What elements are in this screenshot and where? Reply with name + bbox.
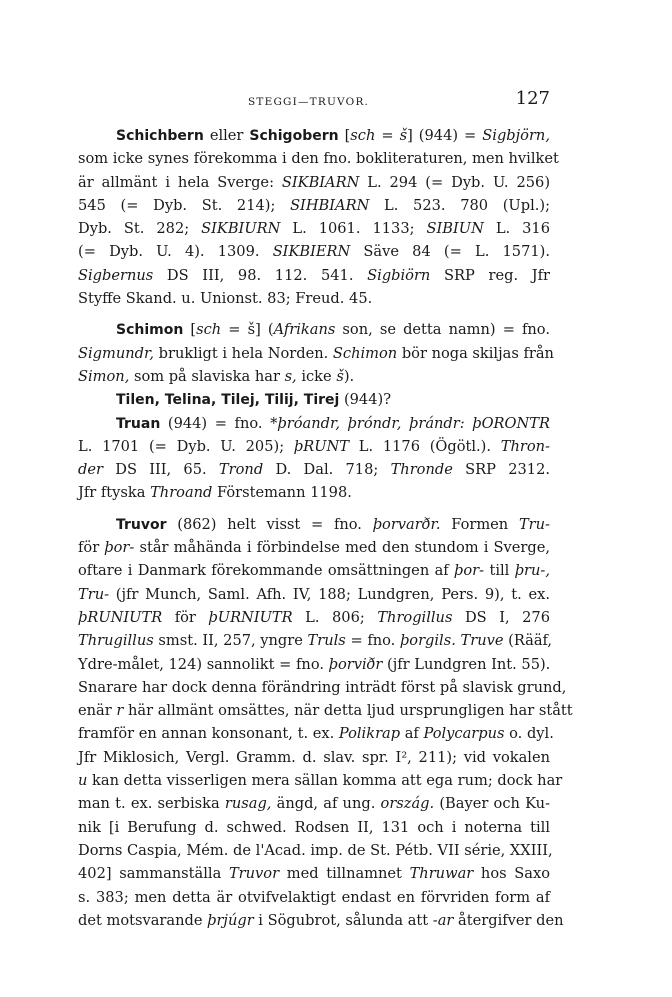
italic-form: þróandr, þróndr, þrándr: þORONTR (277, 414, 550, 432)
text-run: (jfr Lundgren Int. 55). (382, 655, 551, 673)
text-run: Dyb. St. 282; (78, 220, 202, 238)
text-run: ). (343, 367, 355, 385)
entry-first-line (78, 513, 550, 536)
text-run: DS III, 98. 112. 541. (153, 266, 368, 284)
text-run: återgifver den (453, 911, 564, 929)
text-run: ängd, af ung. (271, 795, 381, 813)
text-run: o. dyl. (504, 725, 554, 743)
italic-form: Trond (218, 461, 264, 479)
text-run: icke (296, 367, 337, 385)
italic-form: u (78, 772, 88, 790)
text-run: 545 (= Dyb. St. 214); (78, 196, 291, 214)
text-line (78, 909, 564, 932)
italic-form: der (78, 461, 103, 479)
italic-form: Throgillus (377, 608, 453, 626)
italic-form: þorgils. Truve (399, 632, 504, 650)
text-run: DS I, 276 (452, 608, 550, 626)
page-number: 127 (515, 88, 550, 109)
text-line (78, 342, 554, 365)
headword: Truan (116, 415, 161, 432)
italic-form: Thronde (390, 461, 453, 479)
text-run: Formen (440, 515, 519, 533)
text-line (78, 699, 573, 722)
italic-form: þURNIUTR (208, 608, 293, 626)
italic-form: Thrugillus (78, 632, 154, 650)
text-run: i Sögubrot, sålunda att (253, 911, 433, 929)
paragraph-gap (78, 310, 550, 318)
italic-form: Throand (150, 484, 213, 502)
text-run: s. 383; men detta är otvifvelaktigt endast en förvriden form af (78, 888, 550, 906)
text-run: [ (338, 127, 351, 144)
text-run: SRP 2312. (452, 461, 550, 479)
italic-form: þorviðr (328, 655, 383, 673)
italic-form: SIBIUN (426, 220, 484, 238)
headword: Schigobern (249, 128, 339, 144)
italic-form: Sigbjörn, (482, 127, 550, 144)
italic-form: s, (284, 367, 297, 385)
text-line (78, 435, 550, 458)
text-run: smst. II, 257, yngre (153, 632, 308, 650)
italic-form: SIKBIERN (272, 243, 351, 261)
text-run: Jfr ftyska (78, 484, 151, 502)
text-run: L. 806; (292, 608, 378, 626)
italic-form: r (116, 702, 124, 720)
text-line (78, 862, 550, 885)
text-run: Jfr Miklosich, Vergl. Gramm. d. slav. spr. I², 211); vid vokalen (78, 748, 550, 766)
italic-form: Thruwar (409, 865, 474, 883)
text-run: DS III, 65. (102, 461, 219, 479)
text-run: för (162, 608, 209, 626)
text-run: (862) helt visst = fno. (166, 515, 373, 533)
italic-form: Polikrap (338, 725, 401, 743)
italic-form: Schimon (332, 344, 398, 362)
entry-paragraph (78, 124, 559, 310)
italic-form: SIKBIARN (281, 173, 360, 191)
italic-form: þRUNIUTR (78, 608, 163, 626)
text-run: = fno. (345, 632, 400, 650)
text-run: bör noga skiljas från (397, 344, 554, 362)
italic-form: Tru- (518, 515, 550, 533)
italic-form: Sigmundr, (78, 344, 154, 362)
text-line (78, 629, 553, 652)
text-run: son, se detta namn) = fno. (335, 321, 550, 339)
entry-paragraph (78, 318, 554, 388)
italic-form: Polycarpus (423, 725, 505, 743)
text-run: Dorns Caspia, Mém. de l'Acad. imp. de St. Pétb. VII série, XXIII, (78, 841, 553, 859)
italic-form: Afrikans (273, 321, 336, 339)
italic-form: þor- (104, 539, 135, 557)
italic-form: ország. (380, 795, 435, 813)
text-line (78, 240, 550, 263)
text-run: L. 1176 (Ögötl.). (349, 437, 501, 455)
text-line (78, 171, 550, 194)
text-run: Ydre-målet, 124) sannolikt = fno. (78, 655, 329, 673)
headword: Schichbern (116, 128, 204, 144)
text-run: eller (203, 127, 250, 144)
text-line (78, 559, 550, 582)
text-run: brukligt i hela Norden. (154, 344, 333, 362)
text-run: L. 294 (= Dyb. U. 256) (359, 173, 551, 191)
text-run: = š] ( (221, 321, 274, 339)
text-run: (944)? (339, 391, 392, 409)
text-line (78, 217, 550, 240)
text-line (78, 536, 550, 559)
text-run: (jfr Munch, Saml. Afh. IV, 188; Lundgren, Pers. 9), t. ex. (109, 585, 550, 603)
text-run: med tillnamnet (279, 865, 410, 883)
italic-form: Tru- (78, 585, 110, 603)
text-line (78, 194, 550, 217)
text-line (78, 365, 550, 388)
text-run: Snarare har dock denna förändring inträdt först på slavisk grund, (78, 678, 567, 696)
text-line (78, 264, 550, 287)
text-run: Styffe Skand. u. Unionst. 83; Freud. 45. (78, 290, 373, 308)
text-run: L. 316 (483, 220, 551, 238)
running-head (78, 88, 550, 112)
text-line (78, 653, 550, 676)
running-title: STEGGI—TRUVOR. (248, 96, 370, 108)
text-line (78, 722, 554, 745)
entry-first-line (78, 318, 550, 341)
italic-form: þru-, (514, 562, 550, 580)
text-run: enär (78, 702, 117, 720)
italic-form: SIKBIURN (201, 220, 281, 238)
italic-form: š (399, 127, 408, 144)
text-run: hos Saxo (473, 865, 550, 883)
entry-first-line (78, 388, 550, 411)
text-run: Säve 84 (= L. 1571). (350, 243, 550, 261)
text-line (78, 792, 550, 815)
text-line (78, 839, 553, 862)
text-run: det motsvarande (78, 911, 208, 929)
italic-form: SIHBIARN (290, 196, 370, 214)
italic-form: š (336, 367, 344, 385)
italic-form: Thron- (500, 437, 550, 455)
italic-form: rusag, (224, 795, 272, 813)
text-line (78, 458, 550, 481)
text-run: här allmänt omsättes, när detta ljud ursprungligen har stått (123, 702, 573, 720)
italic-form: Simon, (78, 367, 130, 385)
entry-first-line (78, 124, 550, 147)
text-run: nik [i Berufung d. schwed. Rodsen II, 131 och i noterna till (78, 818, 550, 836)
italic-form: þorvarðr. (372, 515, 441, 533)
headword: Truvor (116, 516, 167, 533)
text-run: till (484, 562, 515, 580)
italic-form: þor- (454, 562, 485, 580)
text-run: framför en annan konsonant, t. ex. (78, 725, 339, 743)
text-run: [ (183, 321, 197, 339)
text-run: kan detta visserligen mera sällan komma att ega rum; dock har (87, 772, 563, 790)
text-run: (944) = fno. * (160, 414, 278, 432)
headword: Tilen, Telina, Tilej, Tilij, Tirej (116, 392, 340, 409)
text-run: = (375, 127, 400, 144)
italic-form: sch (196, 321, 222, 339)
text-run: L. 1061. 1133; (280, 220, 427, 238)
entry-paragraph (78, 513, 573, 932)
text-run: Förstemann 1198. (212, 484, 352, 502)
text-line (78, 769, 563, 792)
text-run: L. 1701 (= Dyb. U. 205); (78, 437, 294, 455)
text-line (78, 746, 550, 769)
italic-form: Truls (307, 632, 346, 650)
text-run: (Bayer och Ku- (434, 795, 550, 813)
text-line (78, 287, 550, 310)
entry-paragraph (78, 412, 550, 505)
italic-form: Truvor (228, 865, 280, 883)
italic-form: sch (350, 127, 376, 144)
text-line (78, 147, 559, 170)
text-run: D. Dal. 718; (263, 461, 391, 479)
text-run: (Rääf, (503, 632, 553, 650)
text-run: 402] sammanställa (78, 865, 229, 883)
italic-form: Sigbernus (78, 266, 154, 284)
text-line (78, 481, 550, 504)
text-run: som på slaviska har (129, 367, 285, 385)
text-run: oftare i Danmark förekommande omsättningen af (78, 562, 455, 580)
text-run: är allmänt i hela Sverge: (78, 173, 282, 191)
text-run: man t. ex. serbiska (78, 795, 225, 813)
italic-form: þRUNT (293, 437, 350, 455)
headword: Schimon (116, 322, 184, 339)
text-run: står måhända i förbindelse med den stundom i Sverge, (134, 539, 551, 557)
entry-first-line (78, 412, 550, 435)
text-run: SRP reg. Jfr (430, 266, 551, 284)
text-line (78, 886, 550, 909)
italic-form: þrjúgr (207, 911, 254, 929)
entry-paragraph (78, 388, 550, 411)
text-run: som icke synes förekomma i den fno. bokliteraturen, men hvilket (78, 150, 559, 168)
text-line (78, 816, 550, 839)
text-run: ] (944) = (407, 127, 483, 144)
paragraph-gap (78, 505, 550, 513)
italic-form: -ar (432, 911, 454, 929)
text-run: (= Dyb. U. 4). 1309. (78, 243, 273, 261)
text-line (78, 583, 550, 606)
text-run: för (78, 539, 105, 557)
italic-form: Sigbiörn (367, 266, 431, 284)
text-line (78, 606, 550, 629)
text-line (78, 676, 567, 699)
text-run: L. 523. 780 (Upl.); (369, 196, 550, 214)
body-text (78, 124, 573, 932)
text-run: af (400, 725, 424, 743)
